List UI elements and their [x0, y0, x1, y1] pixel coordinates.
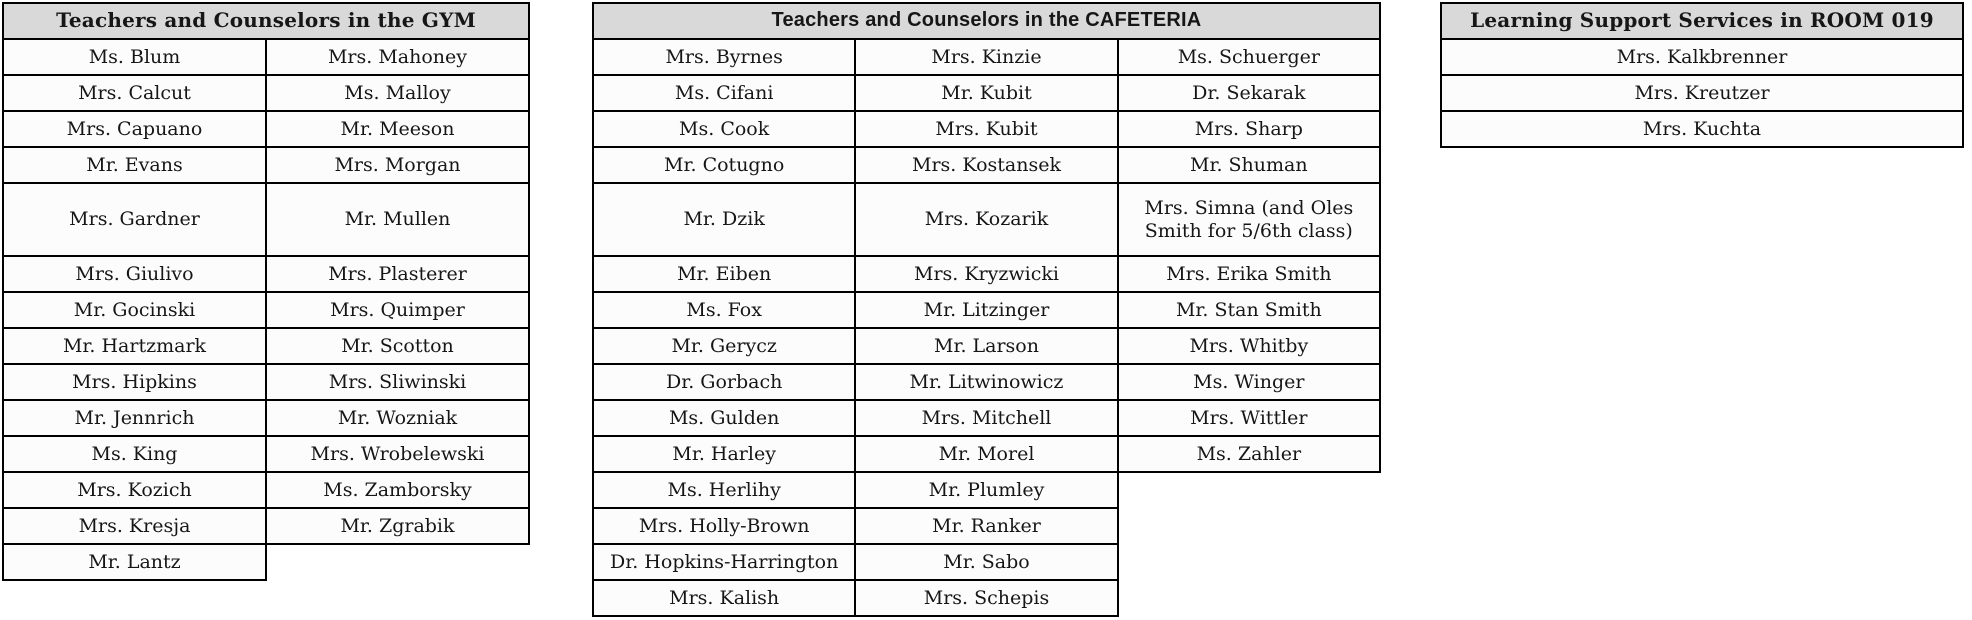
name-cell: Ms. Cook — [593, 111, 855, 147]
name-cell: Mr. Scotton — [266, 328, 529, 364]
cafeteria-table-body — [593, 39, 1380, 616]
table-row — [3, 75, 529, 111]
name-cell: Mrs. Kinzie — [855, 39, 1117, 75]
name-cell: Dr. Sekarak — [1118, 75, 1380, 111]
name-cell: Ms. Zamborsky — [266, 472, 529, 508]
name-cell: Mr. Jennrich — [3, 400, 266, 436]
name-cell: Mrs. Kalish — [593, 580, 855, 616]
table-row — [3, 256, 529, 292]
table-header-row — [3, 3, 529, 39]
name-cell: Mrs. Simna (and Oles Smith for 5/6th class) — [1118, 183, 1380, 256]
name-cell: Mr. Plumley — [855, 472, 1117, 508]
table-row — [593, 75, 1380, 111]
name-cell: Mrs. Morgan — [266, 147, 529, 183]
name-cell: Mrs. Kozarik — [855, 183, 1117, 256]
name-cell: Mr. Gocinski — [3, 292, 266, 328]
name-cell: Mr. Sabo — [855, 544, 1117, 580]
table-row — [593, 472, 1380, 508]
name-cell: Mr. Ranker — [855, 508, 1117, 544]
name-cell: Ms. Winger — [1118, 364, 1380, 400]
table-row — [593, 111, 1380, 147]
table-row — [593, 400, 1380, 436]
name-cell: Ms. Schuerger — [1118, 39, 1380, 75]
table-row — [3, 183, 529, 256]
table-row — [3, 39, 529, 75]
name-cell: Mrs. Kalkbrenner — [1441, 39, 1963, 75]
table-row — [593, 147, 1380, 183]
empty-cell — [1118, 508, 1380, 544]
name-cell: Mrs. Whitby — [1118, 328, 1380, 364]
table-row — [1441, 75, 1963, 111]
name-cell: Dr. Hopkins-Harrington — [593, 544, 855, 580]
room019-table-title: Learning Support Services in ROOM 019 — [1441, 3, 1963, 39]
table-row — [3, 436, 529, 472]
table-row — [593, 256, 1380, 292]
name-cell: Mrs. Kuchta — [1441, 111, 1963, 147]
table-row — [3, 111, 529, 147]
empty-cell — [1118, 580, 1380, 616]
table-row — [593, 39, 1380, 75]
name-cell: Mrs. Kryzwicki — [855, 256, 1117, 292]
table-row — [593, 292, 1380, 328]
name-cell: Mrs. Holly-Brown — [593, 508, 855, 544]
name-cell: Mrs. Calcut — [3, 75, 266, 111]
table-row — [593, 580, 1380, 616]
name-cell: Mrs. Quimper — [266, 292, 529, 328]
name-cell: Mr. Cotugno — [593, 147, 855, 183]
name-cell: Mrs. Erika Smith — [1118, 256, 1380, 292]
name-cell: Mrs. Kostansek — [855, 147, 1117, 183]
table-row — [1441, 39, 1963, 75]
name-cell: Mrs. Wittler — [1118, 400, 1380, 436]
table-row — [593, 364, 1380, 400]
name-cell: Mr. Larson — [855, 328, 1117, 364]
table-row — [3, 328, 529, 364]
gym-table-title: Teachers and Counselors in the GYM — [3, 3, 529, 39]
table-row — [1441, 111, 1963, 147]
name-cell: Ms. Herlihy — [593, 472, 855, 508]
name-cell: Mr. Mullen — [266, 183, 529, 256]
table-row — [593, 544, 1380, 580]
table-row — [593, 183, 1380, 256]
name-cell: Mr. Gerycz — [593, 328, 855, 364]
name-cell: Mrs. Gardner — [3, 183, 266, 256]
cafeteria-roster-table — [592, 2, 1381, 617]
name-cell: Mr. Dzik — [593, 183, 855, 256]
empty-cell — [266, 544, 529, 580]
name-cell: Mr. Wozniak — [266, 400, 529, 436]
name-cell: Mrs. Kozich — [3, 472, 266, 508]
gym-table-body — [3, 39, 529, 580]
name-cell: Dr. Gorbach — [593, 364, 855, 400]
room019-table-body — [1441, 39, 1963, 147]
name-cell: Mrs. Hipkins — [3, 364, 266, 400]
name-cell: Mr. Eiben — [593, 256, 855, 292]
name-cell: Mrs. Byrnes — [593, 39, 855, 75]
name-cell: Mr. Lantz — [3, 544, 266, 580]
name-cell: Ms. Gulden — [593, 400, 855, 436]
name-cell: Mrs. Schepis — [855, 580, 1117, 616]
empty-cell — [1118, 544, 1380, 580]
name-cell: Mrs. Sharp — [1118, 111, 1380, 147]
name-cell: Mrs. Kubit — [855, 111, 1117, 147]
name-cell: Mr. Litwinowicz — [855, 364, 1117, 400]
name-cell: Mr. Stan Smith — [1118, 292, 1380, 328]
gym-roster-table — [2, 2, 530, 581]
name-cell: Mr. Litzinger — [855, 292, 1117, 328]
name-cell: Mrs. Sliwinski — [266, 364, 529, 400]
table-row — [593, 508, 1380, 544]
name-cell: Mrs. Kreutzer — [1441, 75, 1963, 111]
table-header-row — [593, 3, 1380, 39]
name-cell: Mrs. Giulivo — [3, 256, 266, 292]
table-row — [3, 400, 529, 436]
name-cell: Ms. Malloy — [266, 75, 529, 111]
table-row — [593, 436, 1380, 472]
name-cell: Mr. Kubit — [855, 75, 1117, 111]
name-cell: Mr. Evans — [3, 147, 266, 183]
table-row — [3, 472, 529, 508]
name-cell: Ms. King — [3, 436, 266, 472]
name-cell: Ms. Zahler — [1118, 436, 1380, 472]
name-cell: Mrs. Plasterer — [266, 256, 529, 292]
name-cell: Mrs. Capuano — [3, 111, 266, 147]
table-row — [3, 508, 529, 544]
name-cell: Mrs. Mitchell — [855, 400, 1117, 436]
room019-roster-table — [1440, 2, 1964, 148]
table-row — [3, 292, 529, 328]
name-cell: Mrs. Kresja — [3, 508, 266, 544]
table-row — [3, 544, 529, 580]
table-row — [593, 328, 1380, 364]
name-cell: Mr. Harley — [593, 436, 855, 472]
name-cell: Mr. Hartzmark — [3, 328, 266, 364]
table-header-row — [1441, 3, 1963, 39]
name-cell: Ms. Fox — [593, 292, 855, 328]
name-cell: Ms. Cifani — [593, 75, 855, 111]
name-cell: Mr. Meeson — [266, 111, 529, 147]
name-cell: Ms. Blum — [3, 39, 266, 75]
table-row — [3, 147, 529, 183]
empty-cell — [1118, 472, 1380, 508]
name-cell: Mr. Zgrabik — [266, 508, 529, 544]
name-cell: Mrs. Wrobelewski — [266, 436, 529, 472]
name-cell: Mr. Shuman — [1118, 147, 1380, 183]
table-row — [3, 364, 529, 400]
name-cell: Mrs. Mahoney — [266, 39, 529, 75]
name-cell: Mr. Morel — [855, 436, 1117, 472]
cafeteria-table-title: Teachers and Counselors in the CAFETERIA — [593, 3, 1380, 39]
